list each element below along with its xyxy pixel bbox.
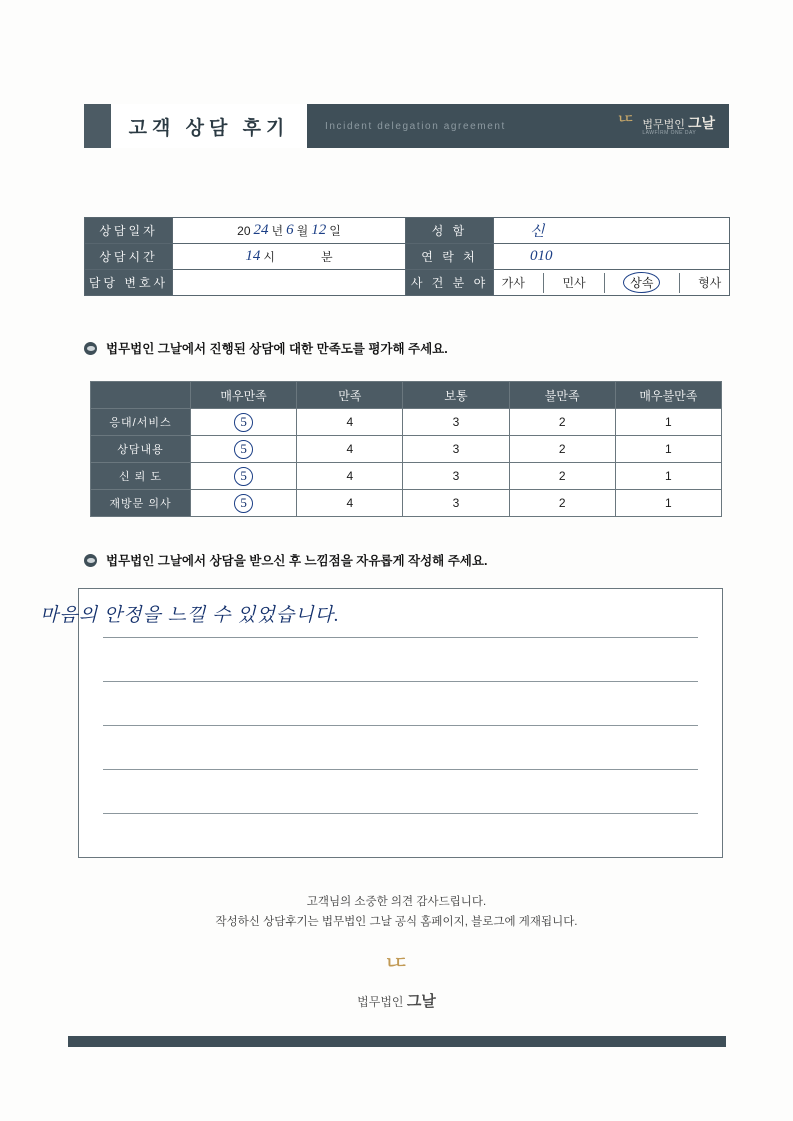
header-subtitle: Incident delegation agreement — [325, 120, 506, 132]
rating-cell[interactable]: 4 — [297, 463, 403, 490]
rating-cell[interactable]: 4 — [297, 409, 403, 436]
comment-rule — [103, 637, 698, 638]
value-contact[interactable] — [494, 244, 730, 270]
rating-cell[interactable]: 1 — [615, 436, 721, 463]
header-accent-block — [84, 104, 111, 148]
time-hour-hand: 14 — [245, 248, 261, 264]
label-client-name: 성 함 — [406, 218, 494, 244]
question-2 — [84, 551, 487, 569]
footer-note-2: 작성하신 상담후기는 법무법인 그날 공식 홈페이지, 블로그에 게재됩니다. — [215, 916, 578, 928]
label-consult-time: 상담시간 — [85, 244, 173, 270]
client-name-hand: 신 — [530, 224, 545, 240]
footer-logo-firm-name: 그날 — [406, 993, 436, 1010]
rating-col-neutral: 보통 — [403, 382, 509, 409]
rating-cell[interactable] — [191, 463, 297, 490]
rating-cell[interactable]: 3 — [403, 463, 509, 490]
consultation-info-table — [84, 217, 730, 296]
header-bar — [307, 104, 729, 148]
date-month-hand: 6 — [286, 222, 294, 238]
rating-cell[interactable]: 2 — [509, 463, 615, 490]
case-option-criminal[interactable]: 형사 — [698, 276, 722, 290]
question-1 — [84, 339, 448, 357]
rating-row-label-content: 상담내용 — [91, 436, 191, 463]
rating-cell[interactable] — [191, 436, 297, 463]
bullet-icon — [84, 342, 97, 355]
value-consult-time[interactable] — [173, 244, 406, 270]
date-day-hand: 12 — [311, 222, 327, 238]
selected-rating-mark: 5 — [234, 440, 253, 459]
table-row — [91, 409, 722, 436]
rating-cell[interactable]: 4 — [297, 436, 403, 463]
contact-hand: 010 — [530, 248, 553, 264]
rating-col-blank — [91, 382, 191, 409]
label-consult-date: 상담일자 — [85, 218, 173, 244]
table-row — [85, 270, 730, 296]
comment-rule — [103, 769, 698, 770]
rating-cell[interactable]: 3 — [403, 490, 509, 517]
selected-rating-mark: 5 — [234, 413, 253, 432]
table-header-row — [91, 382, 722, 409]
footer-logo — [0, 958, 793, 1011]
value-consult-date[interactable] — [173, 218, 406, 244]
rating-cell[interactable]: 2 — [509, 436, 615, 463]
rating-cell[interactable] — [191, 490, 297, 517]
logo-mark-icon: ᄕ — [615, 113, 637, 138]
rating-cell[interactable]: 1 — [615, 409, 721, 436]
rating-cell[interactable]: 3 — [403, 409, 509, 436]
case-option-family[interactable]: 가사 — [501, 276, 525, 290]
value-case-field[interactable] — [494, 270, 730, 296]
page-title: 고객 상담 후기 — [128, 117, 290, 139]
label-attorney: 담당 변호사 — [85, 270, 173, 296]
footer-note-1: 고객님의 소중한 의견 감사드립니다. — [306, 896, 487, 908]
satisfaction-rating-table — [90, 381, 722, 517]
table-row — [85, 218, 730, 244]
date-day-unit: 일 — [329, 224, 341, 238]
comment-rule — [103, 725, 698, 726]
date-year-hand: 24 — [253, 222, 269, 238]
logo-firm-name: 그날 — [687, 114, 715, 131]
table-row — [85, 244, 730, 270]
date-month-unit: 월 — [296, 224, 309, 238]
logo-english-name: LAWFIRM ONE DAY — [642, 130, 697, 137]
footer-logo-text — [0, 990, 793, 1011]
value-attorney[interactable] — [173, 270, 406, 296]
rating-row-label-revisit: 재방문 의사 — [91, 490, 191, 517]
time-minute-unit: 분 — [321, 250, 333, 264]
rating-col-very-dissatisfied: 매우불만족 — [615, 382, 721, 409]
table-row — [91, 463, 722, 490]
brand-logo — [615, 115, 715, 137]
rating-cell[interactable]: 4 — [297, 490, 403, 517]
logo-name — [642, 116, 715, 132]
rating-row-label-trust: 신 뢰 도 — [91, 463, 191, 490]
rating-cell[interactable] — [191, 409, 297, 436]
comment-handwriting: 마음의 안정을 느낄 수 있었습니다. — [40, 605, 340, 626]
rating-cell[interactable]: 2 — [509, 490, 615, 517]
rating-cell[interactable]: 1 — [615, 463, 721, 490]
footer-logo-firm-type: 법무법인 — [357, 995, 404, 1009]
rating-col-satisfied: 만족 — [297, 382, 403, 409]
table-row — [91, 436, 722, 463]
bullet-icon — [84, 554, 97, 567]
document-header — [84, 104, 729, 148]
rating-cell[interactable]: 1 — [615, 490, 721, 517]
rating-cell[interactable]: 2 — [509, 409, 615, 436]
header-title-area — [111, 104, 307, 148]
logo-firm-type: 법무법인 — [642, 118, 685, 131]
date-year-unit: 년 — [271, 224, 284, 238]
selected-rating-mark: 5 — [234, 467, 253, 486]
comment-box[interactable] — [78, 588, 723, 858]
question-1-label: 법무법인 그날에서 진행된 상담에 대한 만족도를 평가해 주세요. — [106, 342, 448, 356]
value-client-name[interactable] — [494, 218, 730, 244]
rating-row-label-service: 응대/서비스 — [91, 409, 191, 436]
rating-col-dissatisfied: 불만족 — [509, 382, 615, 409]
logo-text — [642, 116, 715, 137]
label-case-field: 사 건 분 야 — [406, 270, 494, 296]
rating-col-very-satisfied: 매우만족 — [191, 382, 297, 409]
case-option-civil[interactable]: 민사 — [562, 276, 586, 290]
footer-logo-mark-icon: ᄕ — [382, 956, 411, 989]
case-option-inheritance[interactable]: 상속 — [623, 272, 660, 293]
rating-cell[interactable]: 3 — [403, 436, 509, 463]
time-hour-unit: 시 — [263, 250, 275, 264]
selected-rating-mark: 5 — [234, 494, 253, 513]
question-2-label: 법무법인 그날에서 상담을 받으신 후 느낌점을 자유롭게 작성해 주세요. — [106, 554, 488, 568]
label-contact: 연 락 처 — [406, 244, 494, 270]
bottom-accent-bar — [68, 1036, 726, 1047]
comment-rule — [103, 681, 698, 682]
date-prefix: 20 — [237, 223, 251, 238]
comment-rule — [103, 813, 698, 814]
table-row — [91, 490, 722, 517]
